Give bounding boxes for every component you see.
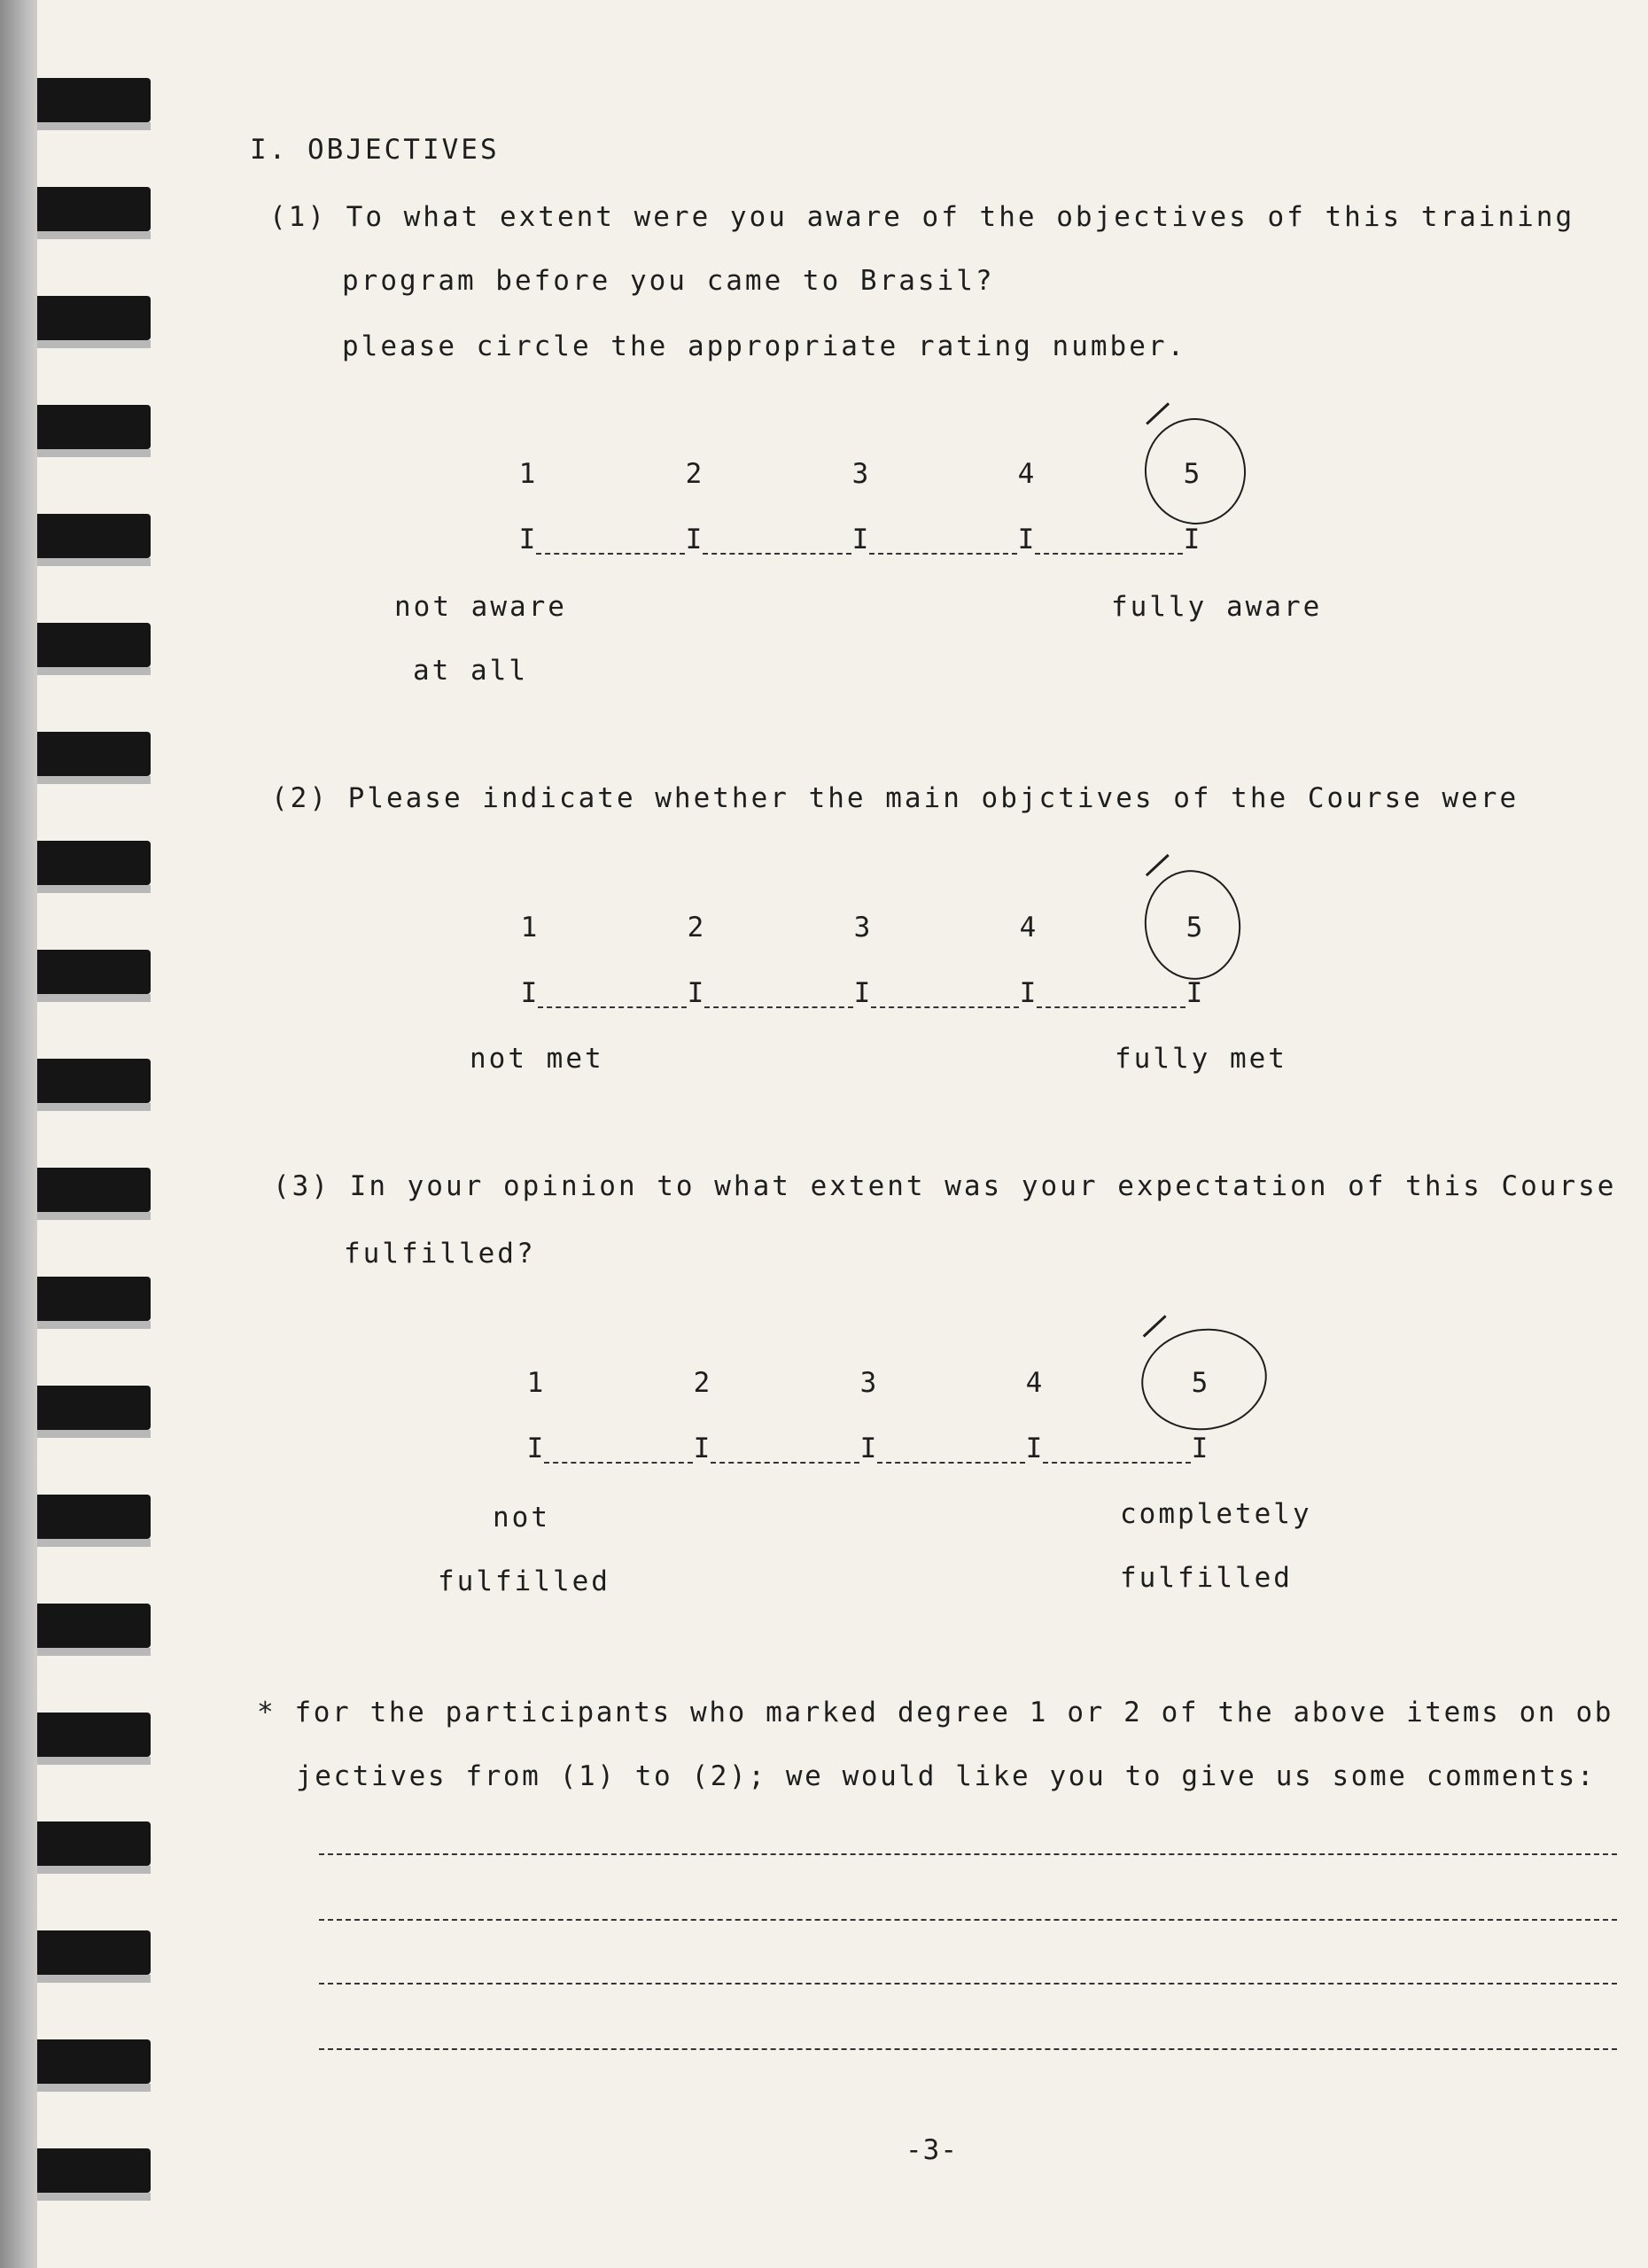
binder-ring: [37, 1168, 151, 1212]
q2-scale-segment: [871, 1006, 1019, 1008]
binder-ring: [37, 1386, 151, 1430]
q2-tick-1: I: [520, 977, 538, 1009]
q3-scale-segment: [544, 1462, 693, 1464]
binder-ring: [37, 405, 151, 449]
q1-low-label-1: not aware: [394, 591, 567, 623]
q1-line-3: please circle the appropriate rating number.: [342, 330, 1187, 362]
q1-line-1: (1) To what extent were you aware of the objectives of this training: [269, 201, 1575, 233]
binder-ring: [37, 78, 151, 122]
q1-option-1[interactable]: 1: [518, 458, 536, 490]
q2-option-2[interactable]: 2: [687, 912, 704, 944]
q2-tick-5: I: [1185, 977, 1203, 1009]
binder-ring: [37, 1495, 151, 1539]
q2-option-5[interactable]: 5: [1185, 912, 1203, 944]
q1-tick-5: I: [1183, 524, 1201, 555]
binder-ring: [37, 950, 151, 994]
q1-line-2: program before you came to Brasil?: [342, 265, 995, 297]
comment-line-1[interactable]: [319, 1853, 1617, 1855]
q1-scale-segment: [869, 553, 1017, 555]
q3-tick-5: I: [1191, 1433, 1209, 1464]
q3-scale-segment: [711, 1462, 859, 1464]
q1-tick-1: I: [518, 524, 536, 555]
q3-selection-circle: [1135, 1321, 1273, 1439]
note-line-2: jectives from (1) to (2); we would like you to give us some comments:: [296, 1760, 1597, 1792]
q1-option-5[interactable]: 5: [1183, 458, 1201, 490]
q2-high-label: fully met: [1115, 1043, 1287, 1075]
q3-tick-1: I: [526, 1433, 544, 1464]
q1-tick-3: I: [851, 524, 869, 555]
q2-scale-segment: [1037, 1006, 1185, 1008]
q3-scale-segment: [877, 1462, 1025, 1464]
binder-ring: [37, 732, 151, 776]
binder-ring: [37, 514, 151, 558]
q3-tick-3: I: [859, 1433, 877, 1464]
q2-scale-segment: [704, 1006, 853, 1008]
q1-tick-4: I: [1017, 524, 1035, 555]
binder-ring: [37, 1277, 151, 1321]
binder-ring: [37, 1821, 151, 1866]
comment-line-4[interactable]: [319, 2048, 1617, 2050]
binder-ring: [37, 296, 151, 340]
note-line-1: * for the participants who marked degree 1 or 2 of the above items on ob: [257, 1697, 1613, 1728]
q3-option-5[interactable]: 5: [1191, 1367, 1209, 1399]
q2-option-4[interactable]: 4: [1019, 912, 1037, 944]
q3-low-label-2: fulfilled: [438, 1565, 610, 1597]
q2-option-1[interactable]: 1: [520, 912, 538, 944]
q2-selection-circle: [1138, 864, 1248, 986]
q1-tick-2: I: [685, 524, 703, 555]
binder-ring: [37, 1604, 151, 1648]
document-page: [37, 0, 1648, 2268]
q3-scale-segment: [1043, 1462, 1191, 1464]
q3-line-1: (3) In your opinion to what extent was your expectation of this Course: [273, 1170, 1617, 1202]
q3-low-label-1: not: [493, 1502, 550, 1534]
comment-line-3[interactable]: [319, 1983, 1617, 1984]
q1-option-3[interactable]: 3: [851, 458, 869, 490]
binder-ring: [37, 841, 151, 885]
binder-ring: [37, 1713, 151, 1757]
q1-scale-segment: [703, 553, 851, 555]
binder-ring: [37, 1059, 151, 1103]
binder-ring: [37, 623, 151, 667]
binder-ring: [37, 2148, 151, 2193]
q2-tick-2: I: [687, 977, 704, 1009]
q1-low-label-2: at all: [413, 655, 528, 687]
q3-option-1[interactable]: 1: [526, 1367, 544, 1399]
section-title: I. OBJECTIVES: [250, 134, 500, 166]
q3-option-4[interactable]: 4: [1025, 1367, 1043, 1399]
q2-tick-4: I: [1019, 977, 1037, 1009]
q1-scale-segment: [1035, 553, 1183, 555]
q2-option-3[interactable]: 3: [853, 912, 871, 944]
q3-option-3[interactable]: 3: [859, 1367, 877, 1399]
binder-ring: [37, 2039, 151, 2084]
q1-scale-segment: [536, 553, 685, 555]
q1-selection-circle: [1138, 412, 1253, 532]
binder-ring: [37, 187, 151, 231]
q1-option-4[interactable]: 4: [1017, 458, 1035, 490]
q3-line-2: fulfilled?: [344, 1238, 536, 1270]
binder-ring: [37, 1930, 151, 1975]
q3-option-2[interactable]: 2: [693, 1367, 711, 1399]
q3-tick-4: I: [1025, 1433, 1043, 1464]
q2-line-1: (2) Please indicate whether the main objctives of the Course were: [271, 782, 1520, 814]
q2-scale-segment: [538, 1006, 687, 1008]
q2-tick-3: I: [853, 977, 871, 1009]
q1-option-2[interactable]: 2: [685, 458, 703, 490]
q3-high-label-1: completely: [1120, 1498, 1312, 1530]
page-number: -3-: [906, 2134, 958, 2166]
q1-high-label: fully aware: [1111, 591, 1323, 623]
q2-low-label: not met: [470, 1043, 604, 1075]
q3-high-label-2: fulfilled: [1120, 1562, 1293, 1594]
comment-line-2[interactable]: [319, 1919, 1617, 1921]
q3-tick-2: I: [693, 1433, 711, 1464]
